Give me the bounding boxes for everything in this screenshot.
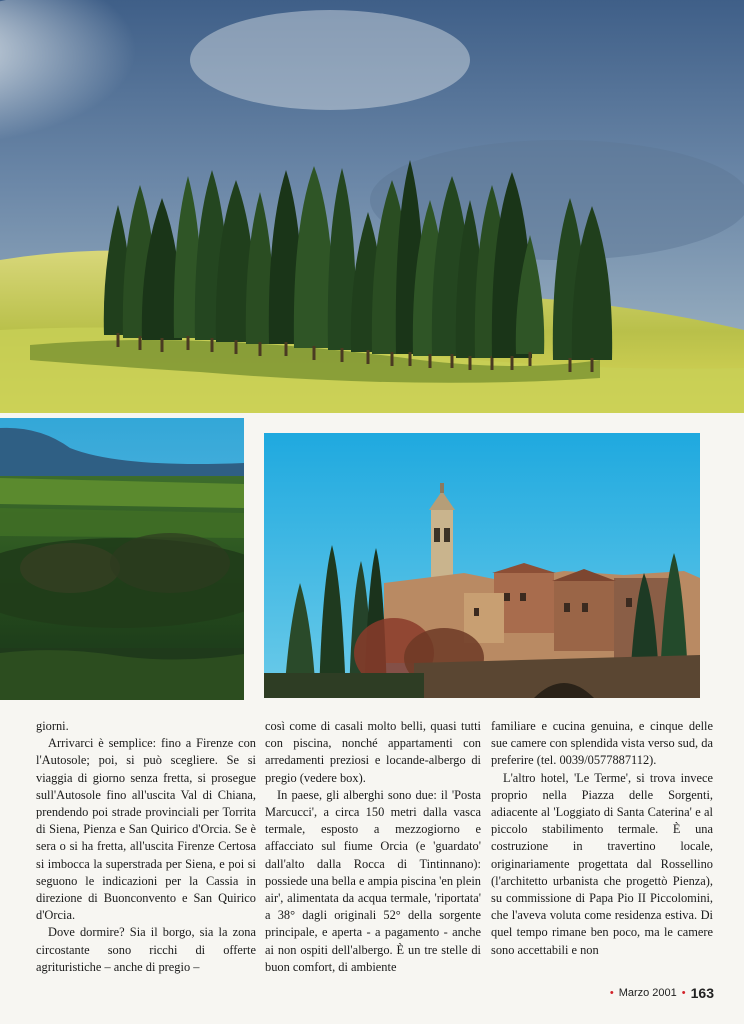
bullet-icon: • bbox=[609, 987, 614, 999]
paragraph: giorni. bbox=[36, 719, 69, 733]
tree-trunk bbox=[117, 333, 120, 347]
tree-trunk bbox=[569, 358, 572, 372]
tree-trunk bbox=[491, 356, 494, 370]
tree-trunk bbox=[259, 342, 262, 356]
issue-date: Marzo 2001 bbox=[618, 987, 677, 999]
article-column-2 bbox=[265, 718, 481, 976]
tree-trunk bbox=[591, 358, 594, 372]
paragraph: L'altro hotel, 'Le Terme', si trova invece proprio nella Piazza delle Sorgenti, adiacente al 'Loggiato di Santa Caterina' e al piccolo stabilimento termale. È una costruzione in travertino locale, originariamente progettata dal Rossellino (l'architetto urbanista che progettò Pienza), su commissione di Papa Pio II Piccolomini, che l'aveva voluta come residenza estiva. Di quel tempo rimane ben poco, ma le camere sono accettabili e non bbox=[491, 770, 713, 957]
tree-trunk bbox=[341, 348, 344, 362]
tree-trunk bbox=[469, 356, 472, 370]
cypress-grove-photo bbox=[0, 0, 744, 413]
tree-trunk bbox=[529, 352, 532, 366]
tree-trunk bbox=[391, 352, 394, 366]
bullet-icon: • bbox=[681, 987, 686, 999]
paragraph: così come di casali molto belli, quasi tutti con piscina, nonché appartamenti con arredamenti preziosi e locande-albergo di pregio (vedere box). bbox=[265, 719, 481, 785]
tree-trunk bbox=[235, 340, 238, 354]
paragraph: In paese, gli alberghi sono due: il 'Posta Marcucci', a circa 150 metri dalla vasca termale, esposto a mezzogiorno e affacciato sul fiume Orcia (e 'guardato' dall'alto dalla Rocca di Tintinnano): possiede una bella e ampia piscina 'en plein air', alimentata da acqua termale, 'riportata' a 38° dagli originali 52° della sorgente principale, e aperta - a pagamento - anche ai non ospiti dell'albergo. È un tre stelle di buon comfort, di ambiente bbox=[265, 787, 481, 974]
tree-trunk bbox=[313, 346, 316, 360]
tree-trunk bbox=[161, 338, 164, 352]
tree-trunk bbox=[429, 354, 432, 368]
article-column-3 bbox=[491, 718, 713, 959]
paragraph: Dove dormire? Sia il borgo, sia la zona circostante sono ricchi di offerte agrituristiche – anche di pregio – bbox=[36, 925, 256, 974]
paragraph: Arrivarci è semplice: fino a Firenze con l'Autosole; poi, si può scegliere. Se si viaggia di giorno senza fretta, si prosegue sull'Autosole fino all'uscita Val di Chiana, prendendo poi strade provinciali per Torrita di Siena, Pienza e San Quirico d'Orcia. Se è sera o si ha fretta, all'uscita Firenze Certosa si imbocca la superstrada per Siena, e poi si seguono le indicazioni per la Cassia in direzione di Buonconvento e San Quirico d'Orcia. bbox=[36, 736, 256, 923]
tree-trunk bbox=[367, 350, 370, 364]
tree-trunk bbox=[139, 336, 142, 350]
page-footer bbox=[610, 985, 714, 1001]
tree-trunk bbox=[187, 336, 190, 350]
page-number: 163 bbox=[690, 985, 714, 1001]
tree-trunk bbox=[511, 356, 514, 370]
paragraph: familiare e cucina genuina, e cinque delle sue camere con splendida vista verso sud, da preferire (tel. 0039/0577887112). bbox=[491, 719, 713, 768]
tree-trunk bbox=[409, 352, 412, 366]
valley-field-photo bbox=[0, 418, 244, 700]
tree-trunk bbox=[285, 342, 288, 356]
village-tower-photo bbox=[264, 433, 700, 698]
tree-trunk bbox=[451, 354, 454, 368]
tree-trunk bbox=[211, 338, 214, 352]
article-column-1 bbox=[36, 718, 256, 976]
